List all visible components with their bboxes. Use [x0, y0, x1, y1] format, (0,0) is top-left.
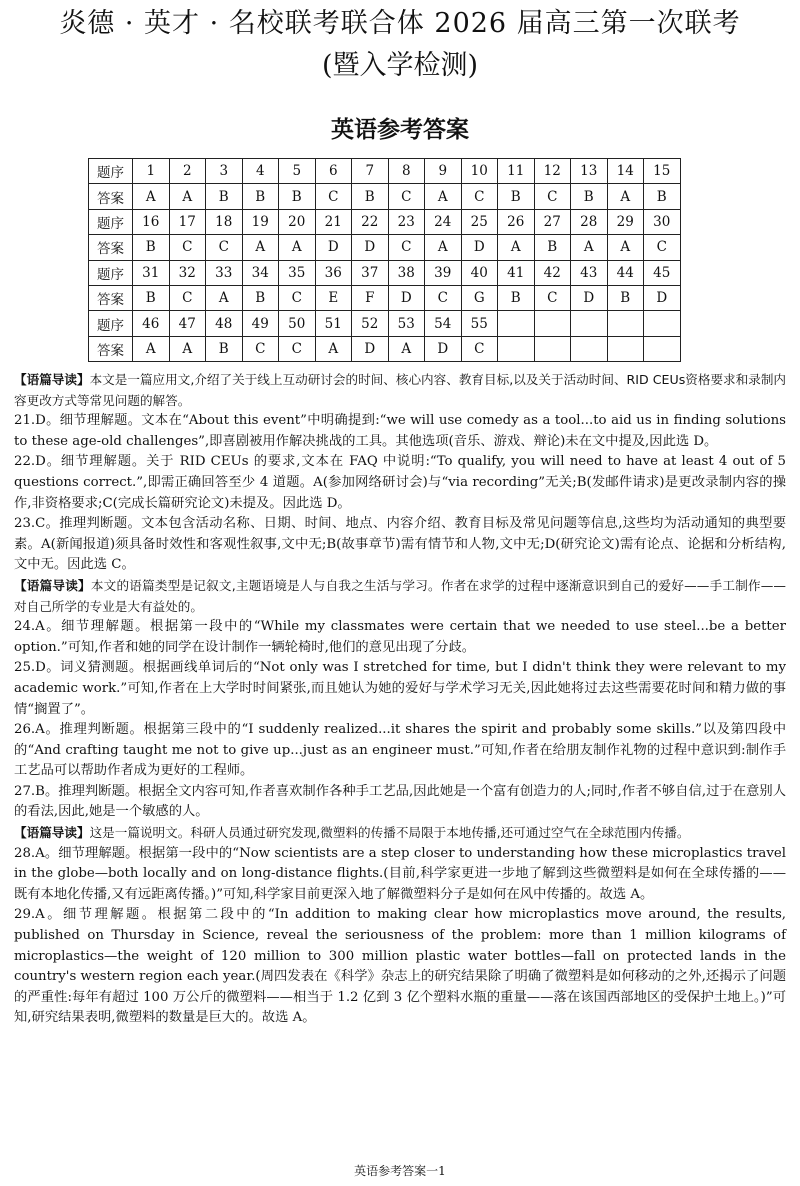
answer-cell: C — [534, 184, 571, 209]
question-number-cell: 35 — [279, 260, 316, 285]
row-label-answer: 答案 — [89, 285, 133, 310]
question-number-cell: 1 — [133, 159, 170, 184]
answer-cell: A — [242, 235, 279, 260]
answer-explanation: 21.D。细节理解题。文本在“About this event”中明确提到:“we will use comedy as a tool...to aid us in finding solutions to these age-old challenges”,即喜剧被用作解决挑战的工具。其他选项(音乐、游戏、辩论)未在文中提及,因此选 D。 — [14, 413, 786, 449]
answer-explanation: 29.A。细节理解题。根据第二段中的“In addition to making clear how microplastics move around, the results, published on Thursday in Science, reveal the seriousness of the problem: more than 1 million kilograms of microplastics—the weight of 120 million to 300 million plastic water bottles—fall on protected lands in the country's western region each year.(周四发表在《科学》杂志上的研究结果除了明确了微塑料是如何移动的之外,还揭示了问题的严重性:每年有超过 100 万公斤的微塑料——相当于 1.2 亿到 3 亿个塑料水瓶的重量——落在该国西部地区的受保护土地上。)”可知,研究结果表明,微塑料的数量是巨大的。故选 A。 — [14, 907, 786, 1026]
answer-cell: A — [425, 184, 462, 209]
question-number-cell: 38 — [388, 260, 425, 285]
answer-explanation: 25.D。词义猜测题。根据画线单词后的“Not only was I stretched for time, but I didn't think they were relevant to my academic work.”可知,作者在上大学时时间紧张,而且她认为她的爱好与学术学习无关,因此她将过去这些需要花时间和精力做的事情“搁置了”。 — [14, 660, 786, 717]
answer-cell: C — [425, 285, 462, 310]
answer-cell: D — [315, 235, 352, 260]
answer-explanation: 26.A。推理判断题。根据第三段中的“I suddenly realized...it shares the spirit and probably some skills.”以及第四段中的“And crafting taught me not to give up...just as an engineer must.”可知,作者在给朋友制作礼物的过程中意识到:制作手工艺品可以帮助作者成为更好的工程师。 — [14, 722, 786, 779]
answer-cell: B — [534, 235, 571, 260]
question-number-cell: 22 — [352, 209, 389, 234]
guide-text: 这是一篇说明文。科研人员通过研究发现,微塑料的传播不局限于本地传播,还可通过空气在全球范围内传播。 — [89, 825, 690, 841]
question-number-cell: 50 — [279, 311, 316, 336]
answer-cell: F — [352, 285, 389, 310]
question-number-cell: 29 — [607, 209, 644, 234]
row-label-question: 题序 — [89, 159, 133, 184]
answer-cell: D — [388, 285, 425, 310]
answer-cell: B — [644, 184, 681, 209]
answer-explanation: 28.A。细节理解题。根据第一段中的“Now scientists are a step closer to understanding how these microplastics travel in the globe—both locally and on long-distance flights.(目前,科学家更进一步地了解到这些微塑料是如何在全球传播的——既有本地化传播,又有远距离传播。)”可知,科学家目前更深入地了解微塑料分子是如何在风中传播的。故选 A。 — [14, 845, 786, 902]
answer-explanation: 22.D。细节理解题。关于 RID CEUs 的要求,文本在 FAQ 中说明:“To qualify, you will need to have at least 4 out of 5 questions correct.”,即需正确回答至少 4 道题。A(参加网络研讨会)与“via recording”无关;B(发邮件请求)是更改录制内容的操作,非资格要求;C(完成长篇研究论文)未提及。因此选 D。 — [14, 454, 786, 511]
question-number-cell: 6 — [315, 159, 352, 184]
row-label-question: 题序 — [89, 209, 133, 234]
question-number-cell — [644, 311, 681, 336]
question-number-cell: 55 — [461, 311, 498, 336]
answer-cell: D — [352, 336, 389, 361]
reading-guide — [14, 823, 786, 844]
page-footer: 英语参考答案一1 — [354, 1164, 446, 1178]
question-number-cell: 12 — [534, 159, 571, 184]
answer-cell: B — [498, 184, 535, 209]
answer-cell — [607, 336, 644, 361]
question-number-row — [89, 209, 681, 234]
question-number-cell: 17 — [169, 209, 206, 234]
question-number-cell: 30 — [644, 209, 681, 234]
exam-subtitle: (暨入学检测) — [321, 50, 479, 81]
question-number-row — [89, 311, 681, 336]
question-number-cell: 43 — [571, 260, 608, 285]
answer-cell: C — [388, 184, 425, 209]
answer-cell: D — [644, 285, 681, 310]
answer-cell: B — [133, 285, 170, 310]
guide-label: 【语篇导读】 — [14, 825, 90, 841]
question-number-cell: 33 — [206, 260, 243, 285]
answer-cell: C — [242, 336, 279, 361]
question-number-cell: 10 — [461, 159, 498, 184]
question-number-cell: 49 — [242, 311, 279, 336]
question-number-cell: 53 — [388, 311, 425, 336]
question-number-cell: 24 — [425, 209, 462, 234]
answer-cell: D — [425, 336, 462, 361]
answer-explanation: 24.A。细节理解题。根据第一段中的“While my classmates were certain that we needed to use steel...be a better option.”可知,作者和她的同学在设计制作一辆轮椅时,他们的意见出现了分歧。 — [14, 619, 786, 655]
question-number-cell: 7 — [352, 159, 389, 184]
answer-cell: A — [279, 235, 316, 260]
question-number-cell: 31 — [133, 260, 170, 285]
question-number-cell: 44 — [607, 260, 644, 285]
answer-row — [89, 336, 681, 361]
reading-guide — [14, 576, 786, 617]
question-number-cell: 39 — [425, 260, 462, 285]
answer-cell: D — [461, 235, 498, 260]
answer-row — [89, 285, 681, 310]
answer-cell: C — [279, 336, 316, 361]
question-number-cell: 21 — [315, 209, 352, 234]
question-number-cell: 47 — [169, 311, 206, 336]
question-number-cell — [498, 311, 535, 336]
reading-guide — [14, 370, 786, 411]
question-number-cell: 18 — [206, 209, 243, 234]
answer-row — [89, 184, 681, 209]
answer-cell: D — [571, 285, 608, 310]
answer-cell: A — [169, 184, 206, 209]
answer-cell: C — [279, 285, 316, 310]
answer-cell: A — [498, 235, 535, 260]
answer-cell: A — [607, 235, 644, 260]
question-number-cell — [607, 311, 644, 336]
question-number-cell: 27 — [534, 209, 571, 234]
answer-cell: G — [461, 285, 498, 310]
answer-cell: A — [388, 336, 425, 361]
answer-heading: 英语参考答案 — [331, 116, 469, 143]
answer-cell: B — [607, 285, 644, 310]
row-label-answer: 答案 — [89, 336, 133, 361]
answer-cell: A — [425, 235, 462, 260]
question-number-cell: 4 — [242, 159, 279, 184]
answer-cell: B — [242, 184, 279, 209]
answer-cell: E — [315, 285, 352, 310]
question-number-cell: 51 — [315, 311, 352, 336]
question-number-cell: 23 — [388, 209, 425, 234]
question-number-cell: 36 — [315, 260, 352, 285]
answer-cell: C — [206, 235, 243, 260]
question-number-cell: 40 — [461, 260, 498, 285]
question-number-cell — [571, 311, 608, 336]
question-number-cell: 54 — [425, 311, 462, 336]
answer-explanation: 27.B。推理判断题。根据全文内容可知,作者喜欢制作各种手工艺品,因此她是一个富有创造力的人;同时,作者不够自信,过于在意别人的看法,因此,她是一个敏感的人。 — [14, 783, 786, 820]
answer-cell: C — [461, 184, 498, 209]
row-label-question: 题序 — [89, 311, 133, 336]
answer-cell: C — [169, 235, 206, 260]
question-number-cell: 16 — [133, 209, 170, 234]
answer-cell: C — [461, 336, 498, 361]
row-label-answer: 答案 — [89, 235, 133, 260]
explanation-body — [14, 370, 786, 1029]
answer-cell: C — [644, 235, 681, 260]
question-number-cell: 25 — [461, 209, 498, 234]
answer-cell — [498, 336, 535, 361]
answer-cell: B — [133, 235, 170, 260]
question-number-cell: 52 — [352, 311, 389, 336]
question-number-row — [89, 260, 681, 285]
answer-cell: A — [133, 336, 170, 361]
question-number-cell: 3 — [206, 159, 243, 184]
answer-cell: A — [169, 336, 206, 361]
question-number-cell: 26 — [498, 209, 535, 234]
question-number-cell: 42 — [534, 260, 571, 285]
question-number-cell: 19 — [242, 209, 279, 234]
answer-cell: A — [206, 285, 243, 310]
question-number-cell: 37 — [352, 260, 389, 285]
answer-cell — [534, 336, 571, 361]
question-number-cell: 48 — [206, 311, 243, 336]
answer-cell: B — [279, 184, 316, 209]
answer-cell — [571, 336, 608, 361]
answer-cell: B — [242, 285, 279, 310]
answer-cell: D — [352, 235, 389, 260]
question-number-cell: 2 — [169, 159, 206, 184]
row-label-answer: 答案 — [89, 184, 133, 209]
question-number-cell: 14 — [607, 159, 644, 184]
question-number-cell: 45 — [644, 260, 681, 285]
question-number-cell: 5 — [279, 159, 316, 184]
answer-cell: A — [315, 336, 352, 361]
question-number-cell: 13 — [571, 159, 608, 184]
answer-cell: B — [206, 184, 243, 209]
question-number-cell: 41 — [498, 260, 535, 285]
answer-cell: A — [571, 235, 608, 260]
question-number-cell: 9 — [425, 159, 462, 184]
answer-cell: B — [352, 184, 389, 209]
answer-table — [88, 158, 681, 362]
question-number-cell: 8 — [388, 159, 425, 184]
answer-explanation: 23.C。推理判断题。文本包含活动名称、日期、时间、地点、内容介绍、教育目标及常见问题等信息,这些均为活动通知的典型要素。A(新闻报道)须具备时效性和客观性叙事,文中无;B(故事章节)需有情节和人物,文中无;D(研究论文)需有论点、论据和分析结构,文中无。因此选 C。 — [14, 516, 786, 573]
answer-cell: B — [498, 285, 535, 310]
question-number-cell: 34 — [242, 260, 279, 285]
question-number-cell: 15 — [644, 159, 681, 184]
exam-title: 炎德 · 英才 · 名校联考联合体 2026 届高三第一次联考 — [59, 8, 741, 39]
answer-cell: A — [607, 184, 644, 209]
answer-row — [89, 235, 681, 260]
guide-text: 本文的语篇类型是记叙文,主题语境是人与自我之生活与学习。作者在求学的过程中逐渐意识到自己的爱好——手工制作——对自己所学的专业是大有益处的。 — [14, 577, 786, 614]
question-number-cell: 28 — [571, 209, 608, 234]
answer-cell: C — [169, 285, 206, 310]
answer-cell: B — [571, 184, 608, 209]
answer-cell: C — [534, 285, 571, 310]
question-number-cell: 20 — [279, 209, 316, 234]
question-number-cell: 46 — [133, 311, 170, 336]
row-label-question: 题序 — [89, 260, 133, 285]
question-number-cell — [534, 311, 571, 336]
question-number-row — [89, 159, 681, 184]
answer-cell: A — [133, 184, 170, 209]
answer-cell: C — [388, 235, 425, 260]
answer-cell: B — [206, 336, 243, 361]
guide-text: 本文是一篇应用文,介绍了关于线上互动研讨会的时间、核心内容、教育目标,以及关于活动时间、RID CEUs资格要求和录制内容更改方式等常见问题的解答。 — [14, 372, 787, 408]
guide-label: 【语篇导读】 — [14, 577, 91, 593]
answer-cell: C — [315, 184, 352, 209]
answer-cell — [644, 336, 681, 361]
question-number-cell: 11 — [498, 159, 535, 184]
question-number-cell: 32 — [169, 260, 206, 285]
guide-label: 【语篇导读】 — [14, 372, 90, 387]
